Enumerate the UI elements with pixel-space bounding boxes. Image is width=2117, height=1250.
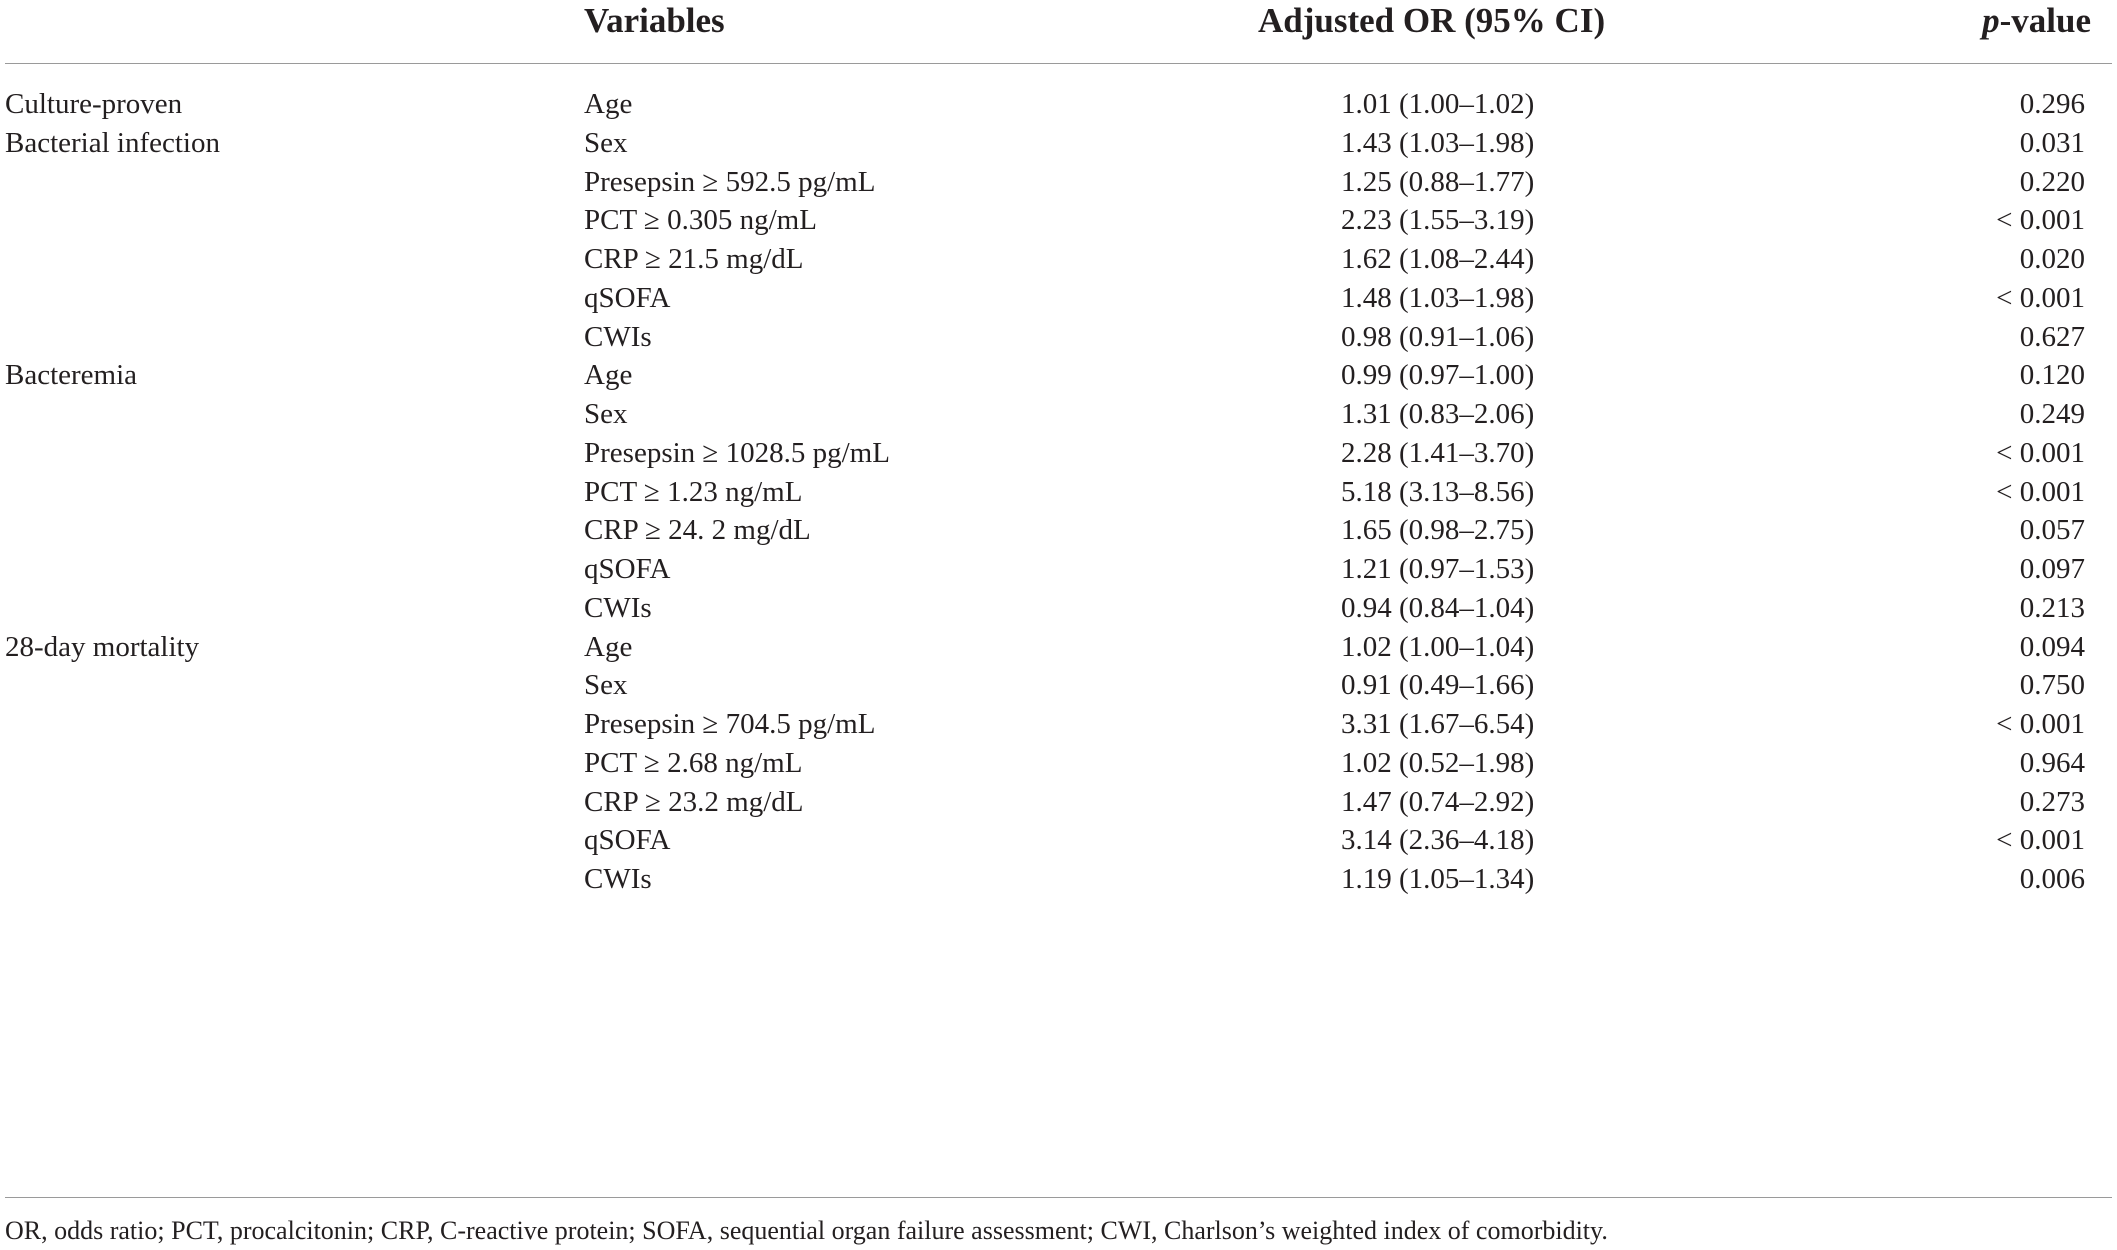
row-variable: Age (584, 630, 633, 663)
row-variable: Age (584, 359, 633, 392)
row-variable: Presepsin ≥ 1028.5 pg/mL (584, 436, 890, 469)
row-p-value: 0.094 (2019, 630, 2085, 663)
row-variable: CWIs (584, 591, 652, 624)
row-p-value: 0.020 (2019, 243, 2085, 275)
row-variable: CRP ≥ 24. 2 mg/dL (584, 514, 811, 547)
row-p-value: < 0.001 (1996, 475, 2085, 508)
row-p-value: 0.627 (2019, 320, 2085, 353)
row-p-value: < 0.001 (1996, 436, 2085, 469)
row-adjusted-or: 5.18 (3.13–8.56) (1341, 475, 1535, 508)
header-p-rest: -value (1999, 1, 2091, 40)
table-row (0, 853, 2117, 905)
row-p-value: 0.057 (2019, 514, 2085, 547)
row-p-value: < 0.001 (1996, 824, 2085, 857)
row-p-value: 0.964 (2019, 746, 2085, 779)
header-adjusted-or: Adjusted OR (95% CI) (1258, 1, 1606, 40)
row-adjusted-or: 1.43 (1.03–1.98) (1341, 126, 1535, 159)
row-adjusted-or: 1.47 (0.74–2.92) (1341, 785, 1535, 818)
header-variables: Variables (584, 1, 725, 40)
row-group-label: Bacterial infection (5, 126, 220, 159)
header-rule (5, 63, 2112, 64)
row-adjusted-or: 1.01 (1.00–1.02) (1341, 88, 1535, 120)
row-adjusted-or: 1.21 (0.97–1.53) (1341, 553, 1535, 585)
row-adjusted-or: 1.02 (1.00–1.04) (1341, 630, 1535, 663)
row-variable: Presepsin ≥ 592.5 pg/mL (584, 165, 876, 198)
row-p-value: 0.031 (2019, 126, 2085, 159)
row-adjusted-or: 1.62 (1.08–2.44) (1341, 243, 1535, 275)
row-adjusted-or: 0.91 (0.49–1.66) (1341, 669, 1535, 702)
row-p-value: 0.750 (2019, 669, 2085, 702)
row-adjusted-or: 1.48 (1.03–1.98) (1341, 281, 1535, 314)
row-p-value: 0.120 (2019, 359, 2085, 392)
row-variable: Sex (584, 126, 628, 159)
row-group-label: 28-day mortality (5, 630, 200, 663)
row-variable: PCT ≥ 2.68 ng/mL (584, 746, 803, 779)
row-p-value: 0.273 (2019, 785, 2085, 818)
row-variable: Sex (584, 398, 628, 430)
row-adjusted-or: 1.02 (0.52–1.98) (1341, 746, 1535, 779)
row-group-label: Bacteremia (5, 359, 138, 392)
row-adjusted-or: 0.98 (0.91–1.06) (1341, 320, 1535, 353)
footer-rule (5, 1197, 2112, 1198)
row-adjusted-or: 0.94 (0.84–1.04) (1341, 591, 1535, 624)
row-adjusted-or: 2.23 (1.55–3.19) (1341, 204, 1535, 237)
row-variable: CRP ≥ 21.5 mg/dL (584, 243, 804, 275)
table-footnote: OR, odds ratio; PCT, procalcitonin; CRP, C-reactive protein; SOFA, sequential organ failure assessment; CWI, Charlson’s weighted index of comorbidity. (5, 1216, 1608, 1245)
row-p-value: 0.220 (2019, 165, 2085, 198)
header-p-italic: p (1982, 1, 2000, 40)
row-variable: PCT ≥ 0.305 ng/mL (584, 204, 817, 237)
row-p-value: 0.296 (2019, 88, 2085, 120)
row-p-value: < 0.001 (1996, 281, 2085, 314)
row-group-label: Culture-proven (5, 88, 183, 120)
row-variable: CWIs (584, 863, 652, 895)
row-variable: qSOFA (584, 553, 671, 585)
row-variable: qSOFA (584, 281, 671, 314)
row-variable: CWIs (584, 320, 652, 353)
row-adjusted-or: 3.31 (1.67–6.54) (1341, 708, 1535, 740)
row-variable: Presepsin ≥ 704.5 pg/mL (584, 708, 876, 740)
row-p-value: 0.249 (2019, 398, 2085, 430)
row-p-value: 0.213 (2019, 591, 2085, 624)
row-adjusted-or: 1.19 (1.05–1.34) (1341, 863, 1535, 895)
row-adjusted-or: 3.14 (2.36–4.18) (1341, 824, 1535, 857)
row-variable: CRP ≥ 23.2 mg/dL (584, 785, 804, 818)
row-adjusted-or: 1.25 (0.88–1.77) (1341, 165, 1535, 198)
row-adjusted-or: 1.65 (0.98–2.75) (1341, 514, 1535, 547)
row-p-value: < 0.001 (1996, 708, 2085, 740)
table-header (0, 0, 2117, 64)
row-p-value: 0.097 (2019, 553, 2085, 585)
row-p-value: < 0.001 (1996, 204, 2085, 237)
row-p-value: 0.006 (2019, 863, 2085, 895)
row-adjusted-or: 2.28 (1.41–3.70) (1341, 436, 1535, 469)
row-variable: qSOFA (584, 824, 671, 857)
row-adjusted-or: 0.99 (0.97–1.00) (1341, 359, 1535, 392)
header-p-value (1982, 1, 2091, 41)
row-variable: PCT ≥ 1.23 ng/mL (584, 475, 803, 508)
row-variable: Sex (584, 669, 628, 702)
row-adjusted-or: 1.31 (0.83–2.06) (1341, 398, 1535, 430)
row-variable: Age (584, 88, 633, 120)
